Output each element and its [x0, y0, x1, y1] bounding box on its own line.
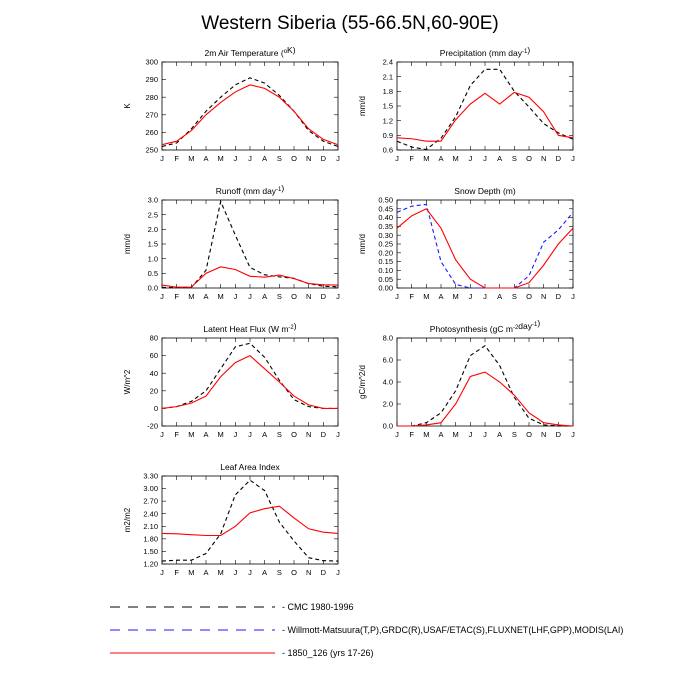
x-tick-label: M — [423, 292, 430, 301]
x-tick-label: J — [248, 568, 252, 577]
x-tick-label: J — [395, 292, 399, 301]
y-tick-label: 280 — [145, 92, 158, 102]
x-tick-label: A — [262, 292, 268, 301]
y-tick-label: 0.25 — [378, 239, 393, 249]
x-tick-label: M — [217, 568, 224, 577]
y-tick-label: 0.9 — [382, 130, 393, 140]
x-tick-label: A — [203, 568, 209, 577]
x-tick-label: J — [248, 292, 252, 301]
y-tick-label: 3.30 — [143, 471, 158, 481]
panel-title — [440, 45, 531, 58]
x-tick-label: F — [409, 292, 414, 301]
title-part: K) — [287, 45, 296, 55]
y-tick-label: 60 — [149, 351, 158, 361]
panel-7 — [123, 462, 340, 577]
x-tick-label: F — [174, 154, 179, 163]
y-tick-label: 0.6 — [382, 145, 393, 155]
y-axis-label: gC/m^2/d — [358, 365, 367, 399]
x-tick-label: J — [483, 292, 487, 301]
x-tick-label: J — [571, 292, 575, 301]
y-tick-label: 0.50 — [378, 195, 393, 205]
y-axis-label: mm/d — [358, 96, 367, 116]
x-tick-label: J — [336, 568, 340, 577]
x-tick-label: M — [217, 292, 224, 301]
panel-title — [454, 186, 516, 196]
x-tick-label: M — [423, 154, 430, 163]
legend-item-model — [110, 648, 374, 658]
y-tick-label: 0.0 — [382, 421, 393, 431]
y-tick-label: 4.0 — [382, 377, 393, 387]
x-tick-label: A — [203, 292, 209, 301]
x-tick-label: J — [233, 154, 238, 163]
title-part: ) — [281, 183, 285, 193]
x-tick-label: S — [276, 568, 282, 577]
x-tick-label: A — [203, 430, 209, 439]
x-tick-label: N — [305, 292, 312, 301]
x-tick-label: A — [438, 430, 444, 439]
x-tick-label: J — [160, 568, 164, 577]
legend-label: - Willmott-Matsuura(T,P),GRDC(R),USAF/ETAC(S),FLUXNET(LHF,GPP),MODIS(LAI) — [282, 625, 624, 635]
y-tick-label: 0.45 — [378, 204, 393, 214]
plot-frame — [397, 200, 573, 288]
x-tick-label: A — [438, 292, 444, 301]
legend-label: - CMC 1980-1996 — [282, 602, 354, 612]
y-tick-label: 2.40 — [143, 509, 158, 519]
title-part: Latent Heat Flux (W m — [203, 324, 289, 334]
x-tick-label: N — [305, 568, 312, 577]
x-tick-label: F — [174, 430, 179, 439]
panels — [123, 45, 575, 577]
x-tick-label: A — [497, 292, 503, 301]
x-tick-label: S — [511, 154, 517, 163]
y-tick-label: 80 — [149, 333, 158, 343]
x-tick-label: O — [526, 292, 532, 301]
x-tick-label: J — [248, 154, 252, 163]
x-tick-label: J — [571, 430, 575, 439]
title-part: ) — [293, 321, 297, 331]
x-tick-label: N — [540, 430, 547, 439]
x-tick-label: M — [188, 430, 195, 439]
title-part: Precipitation (mm day — [439, 48, 523, 58]
x-tick-label: J — [233, 430, 238, 439]
x-tick-label: D — [555, 154, 562, 163]
x-tick-label: J — [571, 154, 575, 163]
y-tick-label: 2.0 — [147, 224, 158, 234]
series-line-model — [162, 85, 338, 145]
y-tick-label: 0.15 — [378, 257, 393, 267]
panel-3 — [123, 183, 340, 301]
y-axis-label: W/m^2 — [123, 369, 132, 395]
panel-6 — [358, 318, 575, 439]
y-tick-label: 0.20 — [378, 248, 393, 258]
title-part: Snow Depth (m) — [454, 186, 516, 196]
title-part: day — [518, 321, 533, 331]
plot-frame — [397, 338, 573, 426]
y-tick-label: 1.2 — [382, 116, 393, 126]
series-line-cmc — [162, 78, 338, 147]
x-tick-label: N — [540, 154, 547, 163]
legend — [110, 602, 623, 658]
x-tick-label: M — [188, 292, 195, 301]
x-tick-label: F — [409, 154, 414, 163]
superscript: -1 — [532, 322, 538, 328]
x-tick-label: M — [188, 568, 195, 577]
panel-title — [216, 183, 285, 196]
title-part: ) — [537, 318, 541, 328]
x-tick-label: M — [188, 154, 195, 163]
y-tick-label: 0.5 — [147, 268, 158, 278]
x-tick-label: A — [497, 430, 503, 439]
panel-title — [430, 318, 541, 334]
x-tick-label: J — [395, 154, 399, 163]
legend-label: - 1850_126 (yrs 17-26) — [282, 648, 374, 658]
x-tick-label: A — [262, 154, 268, 163]
y-tick-label: 1.20 — [143, 559, 158, 569]
series-line-cmc — [162, 480, 338, 561]
y-tick-label: 2.5 — [147, 210, 158, 220]
x-tick-label: J — [336, 154, 340, 163]
x-tick-label: D — [320, 568, 327, 577]
x-tick-label: O — [291, 154, 297, 163]
y-tick-label: 8.0 — [382, 333, 393, 343]
y-axis-label: K — [123, 103, 132, 109]
y-tick-label: 270 — [145, 110, 158, 120]
series-line-cmc — [397, 69, 573, 149]
y-tick-label: 0.00 — [378, 283, 393, 293]
y-tick-label: 0 — [153, 404, 158, 413]
y-tick-label: 1.5 — [382, 101, 393, 111]
y-tick-label: 0.30 — [378, 230, 393, 240]
title-part: Photosynthesis (gC m — [429, 324, 513, 334]
x-tick-label: J — [336, 292, 340, 301]
y-tick-label: 1.50 — [143, 547, 158, 557]
x-tick-label: O — [526, 154, 532, 163]
x-tick-label: A — [262, 568, 268, 577]
x-tick-label: N — [305, 430, 312, 439]
x-tick-label: D — [320, 430, 327, 439]
x-tick-label: D — [320, 292, 327, 301]
panel-1 — [123, 45, 340, 163]
y-tick-label: 260 — [145, 128, 158, 137]
series-line-cmc — [162, 343, 338, 408]
y-tick-label: 0.0 — [147, 283, 158, 293]
plot-frame — [162, 62, 338, 150]
title-part: 2m Air Temperature ( — [204, 48, 284, 58]
y-tick-label: 300 — [145, 57, 158, 67]
y-tick-label: 2.4 — [382, 57, 393, 67]
x-tick-label: J — [468, 154, 473, 163]
x-tick-label: J — [483, 154, 487, 163]
x-tick-label: S — [511, 292, 517, 301]
x-tick-label: S — [276, 430, 282, 439]
series-line-cmc — [162, 201, 338, 287]
plot-frame — [162, 200, 338, 288]
y-axis-label: mm/d — [123, 234, 132, 254]
main-title: Western Siberia (55-66.5N,60-90E) — [201, 13, 499, 34]
plot-frame — [397, 62, 573, 150]
superscript: -1 — [522, 49, 528, 55]
x-tick-label: S — [276, 292, 282, 301]
title-part: Runoff (mm day — [215, 186, 277, 196]
x-tick-label: A — [438, 154, 444, 163]
x-tick-label: J — [483, 430, 487, 439]
panel-2 — [358, 45, 575, 163]
x-tick-label: J — [395, 430, 399, 439]
y-tick-label: 40 — [149, 368, 158, 378]
x-tick-label: O — [291, 430, 297, 439]
x-tick-label: M — [217, 154, 224, 163]
y-tick-label: 250 — [145, 145, 158, 155]
legend-item-wm — [110, 625, 623, 635]
y-tick-label: 0.10 — [378, 266, 393, 275]
y-tick-label: 3.00 — [143, 484, 158, 494]
y-axis-label: m2/m2 — [123, 507, 132, 533]
x-tick-label: F — [409, 430, 414, 439]
y-tick-label: 2.10 — [143, 521, 158, 531]
superscript: -2 — [288, 325, 294, 331]
y-tick-label: 20 — [149, 386, 158, 396]
y-tick-label: -20 — [147, 421, 158, 431]
series-line-model — [397, 209, 573, 288]
x-tick-label: J — [160, 292, 164, 301]
series-line-model — [162, 506, 338, 535]
y-tick-label: 2.70 — [143, 496, 158, 506]
y-tick-label: 1.80 — [143, 534, 158, 544]
legend-item-cmc — [110, 602, 354, 612]
title-part: Leaf Area Index — [220, 462, 280, 472]
x-tick-label: S — [276, 154, 282, 163]
x-tick-label: J — [336, 430, 340, 439]
series-line-model — [397, 372, 573, 426]
y-tick-label: 6.0 — [382, 355, 393, 365]
series-line-model — [397, 92, 573, 141]
x-tick-label: M — [217, 430, 224, 439]
x-tick-label: A — [497, 154, 503, 163]
y-tick-label: 0.40 — [378, 213, 393, 223]
x-tick-label: J — [233, 292, 238, 301]
title-part: ) — [527, 45, 531, 55]
x-tick-label: S — [511, 430, 517, 439]
y-tick-label: 2.0 — [382, 399, 393, 409]
superscript: o — [283, 49, 288, 55]
panel-4 — [358, 186, 575, 301]
x-tick-label: J — [468, 292, 473, 301]
y-tick-label: 1.0 — [147, 254, 158, 264]
x-tick-label: N — [540, 292, 547, 301]
x-tick-label: J — [160, 430, 164, 439]
panel-title — [220, 462, 280, 472]
x-tick-label: J — [160, 154, 164, 163]
x-tick-label: F — [174, 292, 179, 301]
superscript: -1 — [276, 187, 282, 193]
series-line-wm — [397, 204, 573, 288]
panel-title — [204, 45, 295, 58]
y-axis-label: mm/d — [358, 234, 367, 254]
y-tick-label: 290 — [145, 75, 158, 85]
x-tick-label: M — [452, 430, 459, 439]
series-line-cmc — [397, 346, 573, 426]
x-tick-label: O — [526, 430, 532, 439]
x-tick-label: M — [452, 154, 459, 163]
y-tick-label: 0.05 — [378, 274, 393, 284]
x-tick-label: O — [291, 292, 297, 301]
x-tick-label: D — [555, 430, 562, 439]
series-line-model — [162, 356, 338, 409]
x-tick-label: A — [262, 430, 268, 439]
x-tick-label: M — [452, 292, 459, 301]
x-tick-label: A — [203, 154, 209, 163]
x-tick-label: N — [305, 154, 312, 163]
plot-frame — [162, 476, 338, 564]
y-tick-label: 3.0 — [147, 195, 158, 205]
x-tick-label: J — [468, 430, 473, 439]
x-tick-label: J — [248, 430, 252, 439]
y-tick-label: 2.1 — [382, 72, 393, 82]
y-tick-label: 1.5 — [147, 239, 158, 249]
x-tick-label: J — [233, 568, 238, 577]
panel-5 — [123, 321, 340, 439]
superscript: -2 — [512, 325, 519, 331]
x-tick-label: D — [555, 292, 562, 301]
plot-frame — [162, 338, 338, 426]
y-tick-label: 1.8 — [382, 86, 393, 96]
x-tick-label: M — [423, 430, 430, 439]
y-tick-label: 0.35 — [378, 222, 393, 231]
panel-title — [203, 321, 296, 334]
x-tick-label: F — [174, 568, 179, 577]
x-tick-label: O — [291, 568, 297, 577]
x-tick-label: D — [320, 154, 327, 163]
